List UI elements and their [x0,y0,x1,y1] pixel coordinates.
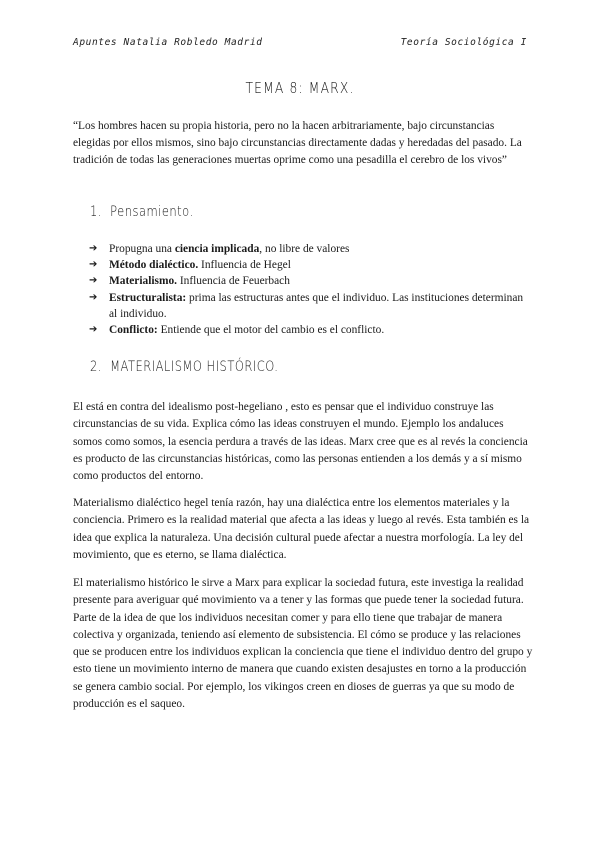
bullet-bold-text: Materialismo. [109,275,178,288]
section-title: MATERIALISMO HISTÓRICO. [110,359,279,375]
bullet-text: Influencia de Feuerbach [177,275,290,288]
arrow-bullet-icon: ➔ [89,259,98,271]
arrow-bullet-icon: ➔ [89,275,98,287]
bullet-bold-text: Conflicto: [109,324,158,337]
arrow-bullet-icon: ➔ [89,243,98,254]
list-item [89,241,533,257]
bullet-text: Influencia de Hegel [198,259,291,272]
bullet-list [89,241,533,338]
bullet-text: Propugna una [109,243,175,255]
bullet-text: , no libre de valores [259,243,350,255]
bullet-bold-text: ciencia implicada [174,243,260,255]
bullet-bold-text: Estructuralista: [109,291,187,304]
section-title: Pensamiento. [110,204,194,220]
section-number: 2. [90,359,102,375]
bullet-text: prima las estructuras antes que el individuo. Las instituciones determinan al individuo. [109,291,524,320]
section-heading-materialismo [90,359,278,375]
arrow-bullet-icon: ➔ [89,291,98,303]
paragraph: Materialismo dialéctico hegel tenía razón, hay una dialéctica entre los elementos materiales y la conciencia. Primero es la realidad material que afecta a las ideas y luego al revés. Esta también es la idea que explica la naturaleza. Una decisión cultural puede afectar a nuestra morfología. La ley del movimiento, que es eterno, se llama dialéctica. [73,497,530,561]
list-item [89,273,533,289]
header-author: Apuntes Natalia Robledo Madrid [73,37,263,48]
page-title: TEMA 8: MARX. [245,79,355,97]
paragraph: El está en contra del idealismo post-hegeliano , esto es pensar que el individuo construye las circunstancias de su vida. Explica cómo las ideas construyen el mundo. Ejemplo los andaluces somos como somos, la esencia perdura a través de las ideas. Marx cree que es al revés la conciencia es producto de las circunstancias históricas, como las personas entienden a los demás y a sí mismo como productos del entorno. [73,401,528,483]
paragraph: El materialismo histórico le sirve a Marx para explicar la sociedad futura, este investiga la realidad presente para averiguar qué movimiento va a tener y las formas que puede tener la sociedad futura. Parte de la idea de que los individuos necesitan comer y para ello tiene que trabajar de manera colectiva y organizada, teniendo así elemento de subsistencia. El cómo se produce y las relaciones que se producen entre los individuos explican la conciencia que tiene el individuo dentro del grupo y esto tiene un movimiento interno de manera que cuando existen desajustes en torno a la producción se genera cambio social. Por ejemplo, los vikingos creen en dioses de guerras ya que su modo de producción es el saqueo. [73,577,533,711]
list-item [89,322,533,338]
header-subject: Teoría Sociológica I [400,37,527,48]
opening-quote: “Los hombres hacen su propia historia, pero no la hacen arbitrariamente, bajo circunstancias elegidas por ellos mismos, sino bajo circunstancias directamente dadas y heredadas del pasado. La tradición de todas las generaciones muertas oprime como una pesadilla el cerebro de los vivos” [73,120,522,166]
section-heading-pensamiento [90,204,194,220]
list-item [89,257,533,273]
bullet-text: Entiende que el motor del cambio es el conflicto. [157,324,385,337]
arrow-bullet-icon: ➔ [89,324,98,336]
bullet-bold-text: Método dialéctico. [109,259,199,272]
section-number: 1. [90,204,102,220]
list-item [89,290,533,322]
